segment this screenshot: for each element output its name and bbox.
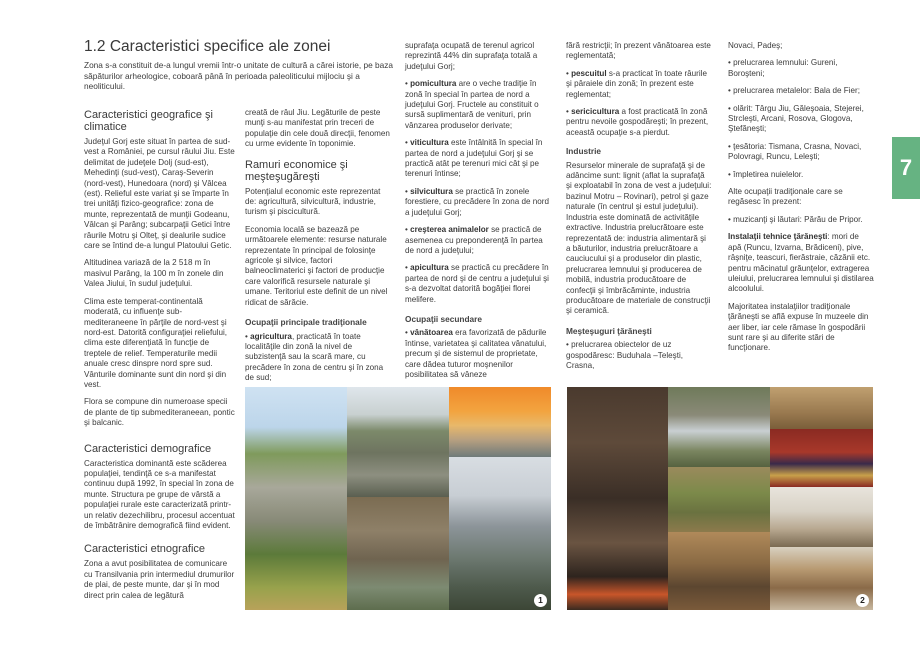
list-item: • vânătoarea era favorizată de pădurile întinse, varietatea şi calitatea vânatului, precum şi de sistemul de proprietate, care dădea tuturor moşnenilor posibilitatea să vâneze	[405, 328, 547, 379]
paragraph: fără restricţii; în prezent vânătoarea este reglementată;	[566, 41, 711, 61]
paragraph: Caracteristica dominantă este scăderea populaţiei, tendinţă ce s-a manifestat continuu după 1992, în special în zona de munte. Structura pe grupe de vârstă a populaţiei rurale este caracterizată printr-un relativ dezechilibru, procesul accentuat de îmbătrânire demografică fiind evident.	[84, 458, 235, 530]
list-item: • prelucrarea lemnului: Gureni, Boroşteni;	[728, 58, 838, 78]
photo-potter-kiln	[567, 387, 668, 610]
term-text: are o veche tradiţie în zonă în special în partea de nord a judeţului Gorj. Fructele au constituit o sursă suplimentară de venituri, prin vânzarea produselor derivate;	[405, 79, 539, 130]
term-text: prelucrarea obiectelor de uz gospodăresc: Buduhala –Teleşti, Crasna,	[566, 340, 683, 370]
term: vânătoarea	[410, 328, 453, 338]
term-text: a fost practicată în zonă pentru nevoile gospodăreşti; în prezent, această ocupaţie s-a pierdut.	[566, 107, 709, 137]
paragraph: Majoritatea instalaţiilor tradiţionale ţărăneşti se află expuse în muzeele din aer liber, iar cele rămase în gospodării sunt rare şi au diferite stări de funcţionare.	[728, 301, 869, 353]
photo-wooden-house	[668, 532, 770, 610]
paragraph	[728, 232, 874, 294]
section-title-eco: Ramuri economice şi meşteşugăreşti	[245, 158, 348, 183]
paragraph: creată de râul Jiu. Legăturile de peste munţi s-au manifestat prin treceri de populaţie din cele două direcţii, fenomen cu urme evidente în toponimie.	[245, 108, 390, 149]
list-item: • pescuitul s-a practicat în toate râurile şi pâraiele din zonă; în prezent este reglementat;	[566, 68, 707, 99]
paragraph: Economia locală se bazează pe următoarele elemente: resurse naturale reprezentate în principal de folosinţe agricole şi silvice, factori balneoclimaterici şi factori de producţie care valorifică resursele naturale şi umane. Teritoriul este definit de un nivel ridicat de sărăcie.	[245, 224, 388, 307]
term-text: , practicată în toate localităţile din zonă la nivel de subzistenţă sau la scară mare, cu precădere în zona de centru şi în zona de sud;	[245, 331, 384, 383]
term: pomicultura	[410, 79, 457, 89]
paragraph: suprafaţa ocupată de terenul agricol reprezintă 44% din suprafaţa totală a judeţului Gorj;	[405, 41, 538, 71]
term: Instalaţii tehnice ţărăneşti	[728, 232, 828, 242]
term: viticultura	[410, 138, 449, 148]
term: apicultura	[410, 263, 449, 273]
list-item: • olărit: Târgu Jiu, Găleşoaia, Stejerei, Strcleşti, Arcani, Rosova, Glogova, Ştefăneşti;	[728, 103, 864, 134]
paragraph: Potenţialul economic este reprezentat de: agricultură, silvicultură, industrie, turism şi piscicultură.	[245, 186, 381, 217]
page-title: 1.2 Caracteristici specifice ale zonei	[84, 38, 331, 55]
subsection-title-secondary: Ocupaţii secundare	[405, 313, 483, 324]
paragraph: Judeţul Gorj este situat în partea de sud-vest a României, pe cursul râului Jiu. Este delimitat de judeţele Dolj (sud-est), Mehedinţi (sud-vest), Caraş-Severin (nord-vest), Hunedoara (nord) şi Vâlcea (est). Relieful este variat şi se împarte în trei unităţi fizico-geografice: zona de munte, reprezentată de munţii Godeanu, Vâlcan şi Parâng; subcarpaţii Getici între râurile Motru şi Olteţ, şi dealurile sudice care se întind de-a lungul Platoului Getic.	[84, 137, 235, 251]
section-title-etno: Caracteristici etnografice	[84, 543, 206, 556]
list-item: • muzicanţi şi lăutari: Părău de Pripor.	[728, 214, 863, 224]
term-text: olărit: Târgu Jiu, Găleşoaia, Stejerei, Strcleşti, Arcani, Rosova, Glogova, Ştefăneşti;	[728, 103, 864, 134]
photo-wooden-table	[770, 387, 873, 429]
photo-woven-rug	[770, 429, 873, 487]
photo-number-badge: 1	[534, 594, 547, 607]
term: silvicultura	[410, 186, 453, 196]
subsection-title-occupations: Ocupaţii principale tradiţionale	[245, 317, 367, 328]
list-item: • împletirea nuielelor.	[728, 169, 804, 179]
photo-collage-landscape	[245, 387, 551, 610]
column-3	[405, 41, 551, 387]
term-text: se practică de asemenea cu preponderenţă în partea de nord a judeţului;	[405, 225, 543, 255]
term-text: se practică cu precădere în partea de nord şi de centru a judeţului şi s-a dezvoltat datorită bogăţiei florei melifere.	[405, 263, 549, 304]
list-item: • creşterea animalelor se practică de asemenea cu preponderenţă în partea de nord a judeţului;	[405, 225, 543, 255]
photo-museum-display	[770, 487, 873, 547]
photo-power-plant	[449, 457, 551, 610]
list-item: • silvicultura se practică în zonele forestiere, cu precădere în zona de nord a judeţului Gorj;	[405, 186, 549, 217]
term-text: se practică în zonele forestiere, cu precădere în zona de nord a judeţului Gorj;	[405, 186, 549, 217]
term: sericicultura	[571, 107, 620, 117]
subsection-title-crafts: Meşteşuguri ţărăneşti	[566, 325, 652, 336]
column-4	[566, 41, 712, 378]
column-5	[728, 41, 874, 361]
paragraph: Zona a avut posibilitatea de comunicare cu Transilvania prin intermediul drumurilor de plai, de peste munte, dar şi în mod direct prin calea de legătură	[84, 559, 235, 600]
term-text: : mori de apă (Runcu, Izvarna, Brădiceni), pive, râşniţe, teascuri, fierăstraie, căzănii etc. pentru măcinatul grăunţelor, extragerea uleiului, prelucrarea lemnului şi distilarea alcoolului.	[728, 232, 874, 294]
photo-mining	[347, 497, 449, 610]
list-item: • pomicultura are o veche tradiţie în zonă în special în partea de nord a judeţului Gorj. Fructele au constituit o sursă suplimentară de venituri, prin vânzarea produselor derivate;	[405, 79, 539, 130]
section-title-demo: Caracteristici demografice	[84, 442, 212, 455]
list-item: • viticultura este întâlnită în special în partea de nord a judeţului Gorj şi se practică atât pe terenuri mici cât şi pe terenuri întinse;	[405, 138, 543, 179]
photo-number-badge: 2	[856, 594, 869, 607]
column-1	[84, 109, 235, 608]
photo-mountain-cliffs	[245, 387, 347, 610]
photo-collage-crafts	[567, 387, 873, 610]
paragraph: Clima este temperat-continentală moderată, cu influenţe sub-mediteraneene în părţile de nord-vest şi nord-est. Datorită configuraţiei reliefului, clima este diferenţiată în funcţie de treptele de relief. Temperaturile medii anuale cresc dinspre nord spre sud. Vânturile dominante sunt din nord şi din vest.	[84, 296, 228, 389]
list-item: • ţesătoria: Tismana, Crasna, Novaci, Polovragi, Runcu, Leleşti;	[728, 141, 862, 162]
list-item: • sericicultura a fost practicată în zonă pentru nevoile gospodăreşti; în prezent, această ocupaţie s-a pierdut.	[566, 107, 709, 137]
subsection-title-industry: Industrie	[566, 146, 602, 157]
photo-quarry	[347, 387, 449, 497]
term-text: s-a practicat în toate râurile şi pâraiele din zonă; în prezent este reglementat;	[566, 68, 707, 99]
list-item: • apicultura se practică cu precădere în partea de nord şi de centru a judeţului şi s-a dezvoltat datorită bogăţiei florei melifere.	[405, 263, 549, 304]
photo-woodcraft	[668, 467, 770, 532]
list-item: • prelucrarea metalelor: Bala de Fier;	[728, 86, 860, 96]
term-text: muzicanţi şi lăutari: Părău de Pripor.	[733, 214, 863, 224]
photo-sunset	[449, 387, 551, 457]
term-text: este întâlnită în special în partea de nord a judeţului Gorj şi se practică atât pe terenuri mici cât şi pe terenuri întinse;	[405, 138, 543, 179]
chapter-tab[interactable]: 7	[892, 137, 920, 199]
term-text: împletirea nuielelor.	[733, 169, 804, 179]
paragraph: Resurselor minerale de suprafaţă şi de adâncime sunt: lignit (aflat la suprafaţă şi exploatabil în zona de vest a judeţului: bazinul Motru – Rovinari), petrol şi gaze naturale (în centrul şi estul judeţului). Industria este dominată de activităţile extractive. Industria prelucrătoare este reprezentată de: industria alimentară şi a băuturilor, industria prelucrătoare a cauciucului şi a produselor din plastic, prelucrarea lemnului şi producerea de mobilă, industria producătoare de confecţii şi îmbrăcăminte, industria producătoare de materiale de construcţii şi ceramică.	[566, 160, 712, 316]
list-item: • agricultura, practicată în toate localităţile din zonă la nivel de subzistenţă sau la scară mare, cu precădere în zona de centru şi în zona de sud;	[245, 331, 384, 383]
list-item: • prelucrarea obiectelor de uz gospodăresc: Buduhala –Teleşti, Crasna,	[566, 340, 683, 370]
column-2	[245, 108, 391, 391]
paragraph: Altitudinea variază de la 2 518 m în masivul Parâng, la 100 m în zonele din Valea Jiului, în sudul judeţului.	[84, 258, 224, 289]
term: pescuitul	[571, 68, 607, 78]
term: agricultura	[250, 331, 292, 341]
term-text: prelucrarea lemnului: Gureni, Boroşteni;	[728, 58, 838, 78]
term-text: prelucrarea metalelor: Bala de Fier;	[733, 86, 860, 96]
paragraph: Alte ocupaţii tradiţionale care se regăsesc în prezent:	[728, 187, 843, 207]
intro-paragraph: Zona s-a constituit de-a lungul vremii într-o unitate de cultură a cărei istorie, pe baza săpăturilor arheologice, coboară până în perioada paleoliticului mijlociu şi a neoliticului.	[84, 60, 393, 92]
paragraph: Novaci, Padeş;	[728, 41, 783, 50]
section-title-geo: Caracteristici geografice şi climatice	[84, 109, 213, 133]
paragraph: Flora se compune din numeroase specii de plante de tip submediteraneean, pontic şi balcanic.	[84, 397, 235, 428]
term: creşterea animalelor	[410, 225, 489, 235]
photo-water-mill	[668, 387, 770, 467]
term-text: era favorizată de pădurile întinse, varietatea şi calitatea vânatului, precum şi de sistemul de proprietate, care dădea tuturor moşnenilor posibilitatea să vâneze	[405, 328, 547, 379]
term-text: ţesătoria: Tismana, Crasna, Novaci, Polovragi, Runcu, Leleşti;	[728, 141, 862, 162]
